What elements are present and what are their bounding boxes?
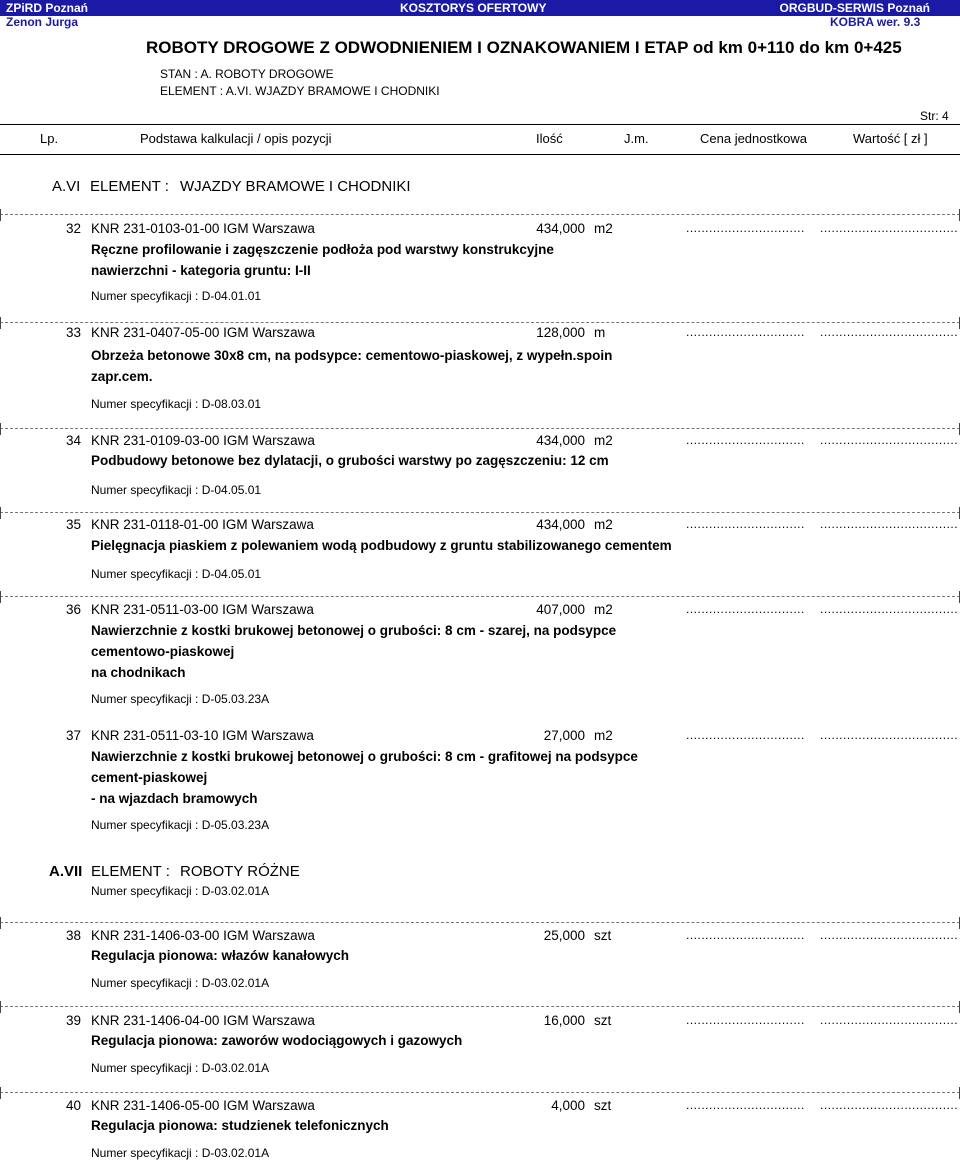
- item-lp: 34: [66, 433, 82, 448]
- version: KOBRA wer. 9.3: [830, 15, 921, 29]
- item-basis: KNR 231-0118-01-00 IGM Warszawa: [91, 517, 314, 532]
- item-spec: Numer specyfikacji : D-03.02.01A: [91, 1061, 270, 1075]
- header-rule-top: [0, 124, 960, 125]
- item-lp: 33: [66, 325, 82, 340]
- item-spec: Numer specyfikacji : D-04.01.01: [91, 289, 262, 303]
- section-code: A.VII: [49, 863, 83, 880]
- item-separator: [0, 1092, 960, 1093]
- col-unit-price: Cena jednostkowa: [700, 131, 807, 146]
- item-separator: [0, 1006, 960, 1007]
- item-separator: [0, 214, 960, 215]
- item-unit: m2: [594, 602, 613, 617]
- item-unit: m2: [594, 517, 613, 532]
- col-unit: J.m.: [624, 131, 649, 146]
- item-separator: [0, 922, 960, 923]
- doc-type: KOSZTORYS OFERTOWY: [400, 1, 547, 15]
- section-label: ELEMENT :: [90, 178, 169, 195]
- item-price-dots: ...............................: [686, 728, 805, 742]
- item-spec: Numer specyfikacji : D-05.03.23A: [91, 692, 270, 706]
- item-price-dots: ...............................: [686, 221, 805, 235]
- item-basis: KNR 231-0407-05-00 IGM Warszawa: [91, 325, 315, 340]
- item-price-dots: ...............................: [686, 1098, 805, 1112]
- section-code: A.VI: [52, 178, 81, 195]
- item-spec: Numer specyfikacji : D-04.05.01: [91, 567, 262, 581]
- item-spec: Numer specyfikacji : D-04.05.01: [91, 483, 262, 497]
- col-basis: Podstawa kalkulacji / opis pozycji: [140, 131, 332, 146]
- item-separator: [0, 596, 960, 597]
- item-price-dots: ...............................: [686, 517, 805, 531]
- item-basis: KNR 231-1406-05-00 IGM Warszawa: [91, 1098, 315, 1113]
- item-value-dots: ....................................: [820, 1098, 959, 1112]
- item-lp: 35: [66, 517, 82, 532]
- item-description-line2: cement-piaskowej: [91, 770, 208, 785]
- item-unit: m2: [594, 728, 613, 743]
- item-spec: Numer specyfikacji : D-08.03.01: [91, 397, 262, 411]
- item-unit: szt: [594, 1013, 612, 1028]
- item-spec: Numer specyfikacji : D-05.03.23A: [91, 818, 270, 832]
- item-unit: szt: [594, 928, 612, 943]
- section-name: WJAZDY BRAMOWE I CHODNIKI: [180, 178, 411, 195]
- item-value-dots: ....................................: [820, 221, 959, 235]
- item-description: Ręczne profilowanie i zagęszczenie podłoża pod warstwy konstrukcyjne nawierzchni - kategoria gruntu: I-II: [91, 242, 554, 278]
- col-value: Wartość [ zł ]: [853, 131, 928, 146]
- item-description: Regulacja pionowa: włazów kanałowych: [91, 948, 350, 963]
- item-unit: m2: [594, 221, 613, 236]
- item-description-line1: Nawierzchnie z kostki brukowej betonowej o grubości: 8 cm - grafitowej na podsypce: [91, 749, 638, 764]
- col-lp: Lp.: [40, 131, 59, 146]
- item-separator: [0, 322, 960, 323]
- item-qty: 434,000: [536, 221, 585, 236]
- item-description: Pielęgnacja piaskiem z polewaniem wodą podbudowy z gruntu stabilizowanego cementem: [91, 538, 672, 553]
- page-title: ROBOTY DROGOWE Z ODWODNIENIEM I OZNAKOWANIEM I ETAP od km 0+110 do km 0+425: [146, 38, 902, 57]
- item-lp: 37: [66, 728, 82, 743]
- item-lp: 39: [66, 1013, 82, 1028]
- item-lp: 32: [66, 221, 82, 236]
- page-number: Str: 4: [920, 109, 949, 123]
- company-right: ORGBUD-SERWIS Poznań: [779, 1, 930, 15]
- item-description-line3: - na wjazdach bramowych: [91, 791, 258, 806]
- item-value-dots: ....................................: [820, 728, 959, 742]
- item-unit: m: [594, 325, 606, 340]
- section-spec: Numer specyfikacji : D-03.02.01A: [91, 884, 270, 898]
- item-qty: 434,000: [536, 433, 585, 448]
- item-value-dots: ....................................: [820, 517, 959, 531]
- item-description-line3: na chodnikach: [91, 665, 186, 680]
- item-price-dots: ...............................: [686, 928, 805, 942]
- section-label: ELEMENT :: [91, 863, 170, 880]
- col-qty: Ilość: [536, 131, 563, 146]
- author: Zenon Jurga: [6, 15, 79, 29]
- item-basis: KNR 231-1406-03-00 IGM Warszawa: [91, 928, 315, 943]
- item-value-dots: ....................................: [820, 325, 959, 339]
- item-spec: Numer specyfikacji : D-03.02.01A: [91, 976, 270, 990]
- item-lp: 40: [66, 1098, 82, 1113]
- item-qty: 25,000: [543, 928, 585, 943]
- item-separator: [0, 428, 960, 429]
- item-qty: 16,000: [543, 1013, 585, 1028]
- item-unit: m2: [594, 433, 613, 448]
- item-basis: KNR 231-0109-03-00 IGM Warszawa: [91, 433, 315, 448]
- item-price-dots: ...............................: [686, 433, 805, 447]
- item-description: Obrzeża betonowe 30x8 cm, na podsypce: cementowo-piaskowej, z wypełn.spoin zapr.cem.: [91, 348, 613, 384]
- item-description: Regulacja pionowa: zaworów wodociągowych i gazowych: [91, 1033, 463, 1048]
- company-left: ZPiRD Poznań: [6, 1, 89, 15]
- item-price-dots: ...............................: [686, 1013, 805, 1027]
- item-value-dots: ....................................: [820, 1013, 959, 1027]
- item-unit: szt: [594, 1098, 612, 1113]
- item-qty: 407,000: [536, 602, 585, 617]
- stan-label: STAN : A. ROBOTY DROGOWE: [160, 67, 334, 81]
- header-rule-bottom: [0, 154, 960, 155]
- item-basis: KNR 231-0511-03-00 IGM Warszawa: [91, 602, 314, 617]
- item-value-dots: ....................................: [820, 602, 959, 616]
- item-basis: KNR 231-1406-04-00 IGM Warszawa: [91, 1013, 315, 1028]
- item-qty: 27,000: [543, 728, 585, 743]
- element-label: ELEMENT : A.VI. WJAZDY BRAMOWE I CHODNIKI: [160, 84, 440, 98]
- item-price-dots: ...............................: [686, 602, 805, 616]
- item-value-dots: ....................................: [820, 433, 959, 447]
- item-value-dots: ....................................: [820, 928, 959, 942]
- item-description: Podbudowy betonowe bez dylatacji, o grubości warstwy po zagęszczeniu: 12 cm: [91, 453, 609, 468]
- item-lp: 38: [66, 928, 82, 943]
- item-basis: KNR 231-0511-03-10 IGM Warszawa: [91, 728, 314, 743]
- item-description: Regulacja pionowa: studzienek telefonicznych: [91, 1118, 389, 1133]
- item-separator: [0, 512, 960, 513]
- item-lp: 36: [66, 602, 82, 617]
- item-qty: 4,000: [551, 1098, 585, 1113]
- item-basis: KNR 231-0103-01-00 IGM Warszawa: [91, 221, 315, 236]
- item-qty: 434,000: [536, 517, 585, 532]
- item-description-line2: cementowo-piaskowej: [91, 644, 235, 659]
- item-price-dots: ...............................: [686, 325, 805, 339]
- item-description-line1: Nawierzchnie z kostki brukowej betonowej o grubości: 8 cm - szarej, na podsypce: [91, 623, 617, 638]
- item-qty: 128,000: [536, 325, 585, 340]
- item-spec: Numer specyfikacji : D-03.02.01A: [91, 1146, 270, 1160]
- section-name: ROBOTY RÓŻNE: [180, 863, 300, 880]
